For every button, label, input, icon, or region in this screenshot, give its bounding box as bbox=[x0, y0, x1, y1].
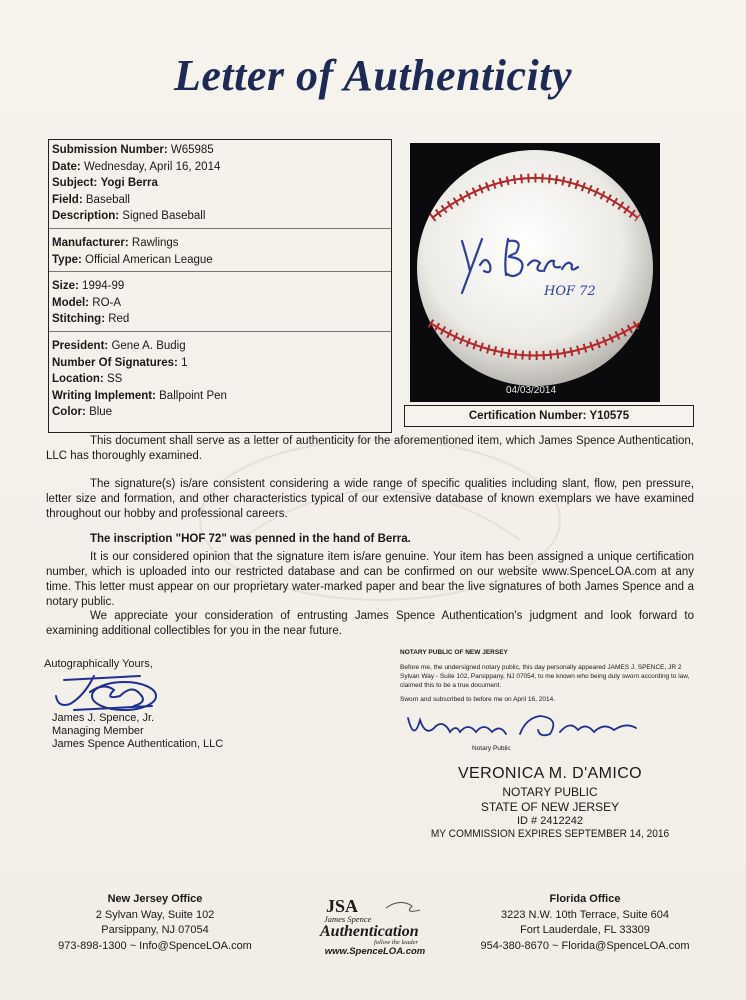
signatory-block bbox=[44, 658, 304, 750]
detail-field: Field: Baseball bbox=[52, 193, 130, 206]
logo-flourish bbox=[386, 902, 420, 911]
fl-office-address1: 3223 N.W. 10th Terrace, Suite 604 bbox=[501, 908, 669, 921]
detail-type: Type: Official American League bbox=[52, 253, 213, 266]
detail-description: Description: Signed Baseball bbox=[52, 210, 206, 223]
detail-manufacturer: Manufacturer: Rawlings bbox=[52, 236, 179, 249]
paragraph-intro: This document shall serve as a letter of authenticity for the aforementioned item, which James Spence Authentication, LLC has thoroughly examined. bbox=[46, 435, 694, 462]
detail-stitching: Stitching: Red bbox=[52, 313, 130, 326]
detail-color: Color: Blue bbox=[52, 406, 113, 419]
detail-subject: Subject: Yogi Berra bbox=[52, 177, 158, 190]
nj-office-address1: 2 Sylvan Way, Suite 102 bbox=[95, 908, 215, 921]
notary-block bbox=[400, 648, 700, 753]
nj-office-contact: 973-898-1300 ~ Info@SpenceLOA.com bbox=[58, 939, 252, 952]
inscription-statement: The inscription "HOF 72" was penned in the hand of Berra. bbox=[90, 533, 411, 545]
notary-sworn-text: Sworn and subscribed to before me on April 16, 2014. bbox=[400, 696, 556, 703]
notary-id: ID # 2412242 bbox=[516, 815, 584, 827]
baseball-illustration bbox=[410, 143, 660, 402]
paragraph-analysis: The signature(s) is/are consistent considering a wide range of specific qualities including slant, flow, pen pressure, letter size and formation, and other characteristics typical of our extensive database of known exemplars we have examined throughout our hobby and professional careers. bbox=[46, 478, 694, 520]
detail-president: President: Gene A. Budig bbox=[52, 339, 186, 352]
notary-public-label: Notary Public bbox=[472, 745, 511, 752]
detail-submission-number: Submission Number: W65985 bbox=[52, 144, 214, 156]
nj-office-heading: New Jersey Office bbox=[107, 893, 203, 905]
closing-text: Autographically Yours, bbox=[44, 658, 153, 670]
detail-model: Model: RO-A bbox=[52, 296, 122, 309]
certification-label: Certification Number: bbox=[468, 410, 587, 422]
photo-date-stamp: 04/03/2014 bbox=[506, 385, 557, 396]
detail-writing-implement: Writing Implement: Ballpoint Pen bbox=[52, 389, 227, 402]
baseball-shape bbox=[417, 150, 653, 386]
paragraph-opinion: It is our considered opinion that the signature item is/are genuine. Your item has been assigned a unique certification number, which is uploaded into our restricted database and can be confirmed on our website www.SpenceLOA.com at any time. This letter must appear on our proprietary water-marked paper and bear the live signatures of both James Spence and a notary public. bbox=[46, 551, 694, 608]
detail-date: Date: Wednesday, April 16, 2014 bbox=[52, 160, 221, 173]
footer-fl-office bbox=[470, 892, 700, 954]
signatory-company: James Spence Authentication, LLC bbox=[52, 738, 224, 750]
nj-office-address2: Parsippany, NJ 07054 bbox=[101, 924, 209, 936]
james-spence-signature bbox=[44, 666, 174, 716]
footer-nj-office bbox=[40, 892, 270, 954]
logo-tagline-text: follow the leader bbox=[374, 939, 419, 946]
certification-number: Y10575 bbox=[589, 410, 630, 422]
notary-commission-expiry: MY COMMISSION EXPIRES SEPTEMBER 14, 2016 bbox=[430, 828, 670, 840]
notary-name: VERONICA M. D'AMICO bbox=[457, 765, 642, 782]
notary-header: NOTARY PUBLIC OF NEW JERSEY bbox=[400, 649, 508, 656]
fl-office-heading: Florida Office bbox=[549, 893, 621, 905]
details-group-item bbox=[49, 140, 391, 229]
logo-website: www.SpenceLOA.com bbox=[324, 946, 426, 957]
logo-james-spence-text: James Spence bbox=[324, 914, 372, 924]
detail-number-of-signatures: Number Of Signatures: 1 bbox=[52, 356, 188, 369]
fl-office-contact: 954-380-8670 ~ Florida@SpenceLOA.com bbox=[480, 939, 690, 952]
notary-signature bbox=[400, 708, 640, 748]
hof-inscription: HOF 72 bbox=[544, 284, 596, 299]
details-group-specs bbox=[49, 272, 391, 332]
paragraph-appreciation: We appreciate your consideration of entrusting James Spence Authentication's judgment and look forward to examining additional collectibles for you in the near future. bbox=[46, 610, 694, 637]
details-group-manufacturer bbox=[49, 229, 391, 272]
logo-authentication-text: Authentication bbox=[320, 923, 419, 940]
detail-size: Size: 1994-99 bbox=[52, 280, 125, 293]
jsa-logo-graphic bbox=[300, 892, 450, 946]
notary-statement: Before me, the undersigned notary public, this day personally appeared JAMES J. SPENCE, JR 2 Sylvan Way - Suite 102, Parsippany, NJ 07054, to me known who being duly sworn according to law, claimed this to be a true document. bbox=[400, 664, 690, 689]
details-group-signature bbox=[49, 332, 391, 424]
detail-location: Location: SS bbox=[52, 373, 123, 386]
notary-state: STATE OF NEW JERSEY bbox=[480, 800, 620, 814]
fl-office-address2: Fort Lauderdale, FL 33309 bbox=[520, 924, 650, 936]
notary-stamp bbox=[400, 765, 700, 840]
item-details-box bbox=[48, 139, 392, 433]
baseball-photo bbox=[410, 143, 660, 402]
certification-number-box bbox=[404, 405, 694, 427]
notary-title: NOTARY PUBLIC bbox=[502, 785, 598, 799]
page-title: Letter of Authenticity bbox=[174, 51, 572, 100]
signatory-name: James J. Spence, Jr. bbox=[52, 712, 155, 724]
logo-jsa-text: JSA bbox=[326, 896, 359, 916]
signatory-role: Managing Member bbox=[52, 725, 144, 737]
